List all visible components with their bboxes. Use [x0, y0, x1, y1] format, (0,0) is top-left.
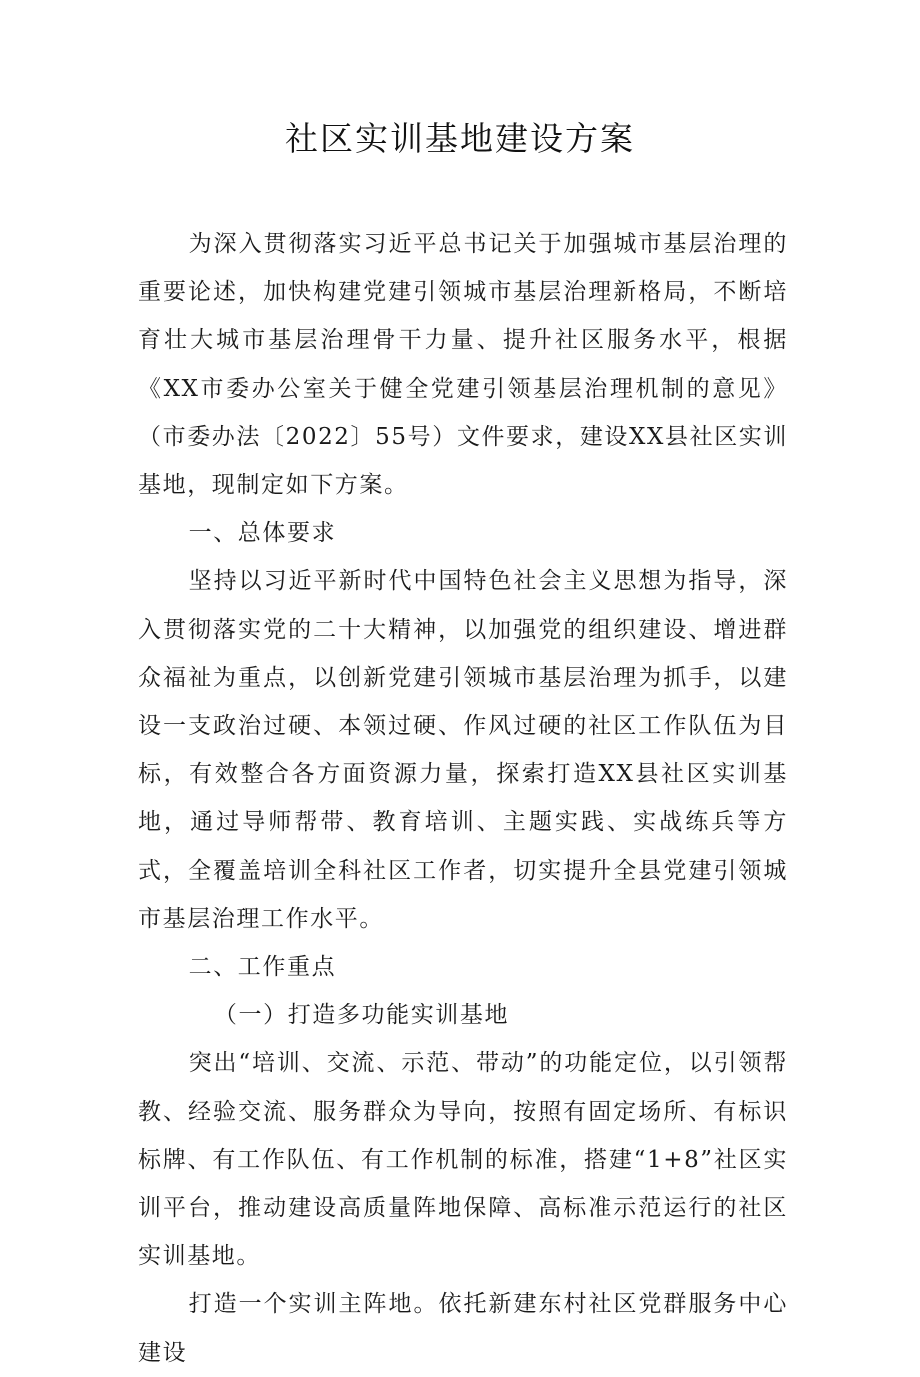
- document-title: 社区实训基地建设方案: [285, 119, 635, 158]
- subsection-heading-1: （一）打造多功能实训基地: [213, 1002, 510, 1029]
- subsection-1-paragraph: 突出“培训、交流、示范、带动”的功能定位，以引领帮教、经验交流、服务群众为导向，按照有固定场所、有标识标牌、有工作队伍、有工作机制的标准，搭建“1+8”社区实训平台，推动建设高质量阵地保障、高标准示范运行的社区实训基地。: [138, 1050, 788, 1270]
- document-body: [138, 220, 788, 1377]
- section-1-paragraph: 坚持以习近平新时代中国特色社会主义思想为指导，深入贯彻落实党的二十大精神，以加强党的组织建设、增进群众福祉为重点，以创新党建引领城市基层治理为抓手，以建设一支政治过硬、本领过硬、作风过硬的社区工作队伍为目标，有效整合各方面资源力量，探索打造XX县社区实训基地，通过导师帮带、教育培训、主题实践、实战练兵等方式，全覆盖培训全科社区工作者，切实提升全县党建引领城市基层治理工作水平。: [138, 568, 788, 932]
- section-heading-2: 二、工作重点: [188, 954, 337, 981]
- section-heading-1: 一、总体要求: [188, 520, 337, 547]
- subsection-1-item-paragraph: 打造一个实训主阵地。依托新建东村社区党群服务中心建设: [138, 1291, 788, 1366]
- intro-paragraph: 为深入贯彻落实习近平总书记关于加强城市基层治理的重要论述，加快构建党建引领城市基层治理新格局，不断培育壮大城市基层治理骨干力量、提升社区服务水平，根据《XX市委办公室关于健全党建引领基层治理机制的意见》（市委办法〔2022〕55号）文件要求，建设XX县社区实训基地，现制定如下方案。: [138, 231, 788, 499]
